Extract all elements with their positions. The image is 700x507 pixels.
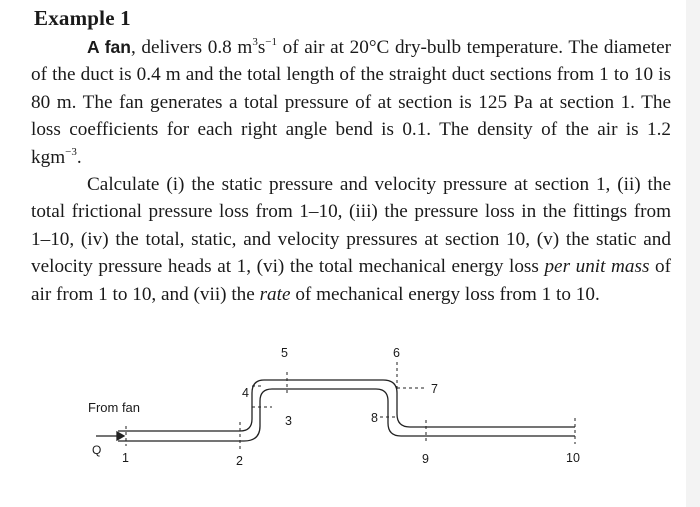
problem-paragraph-2: Calculate (i) the static pressure and velocity pressure at section 1, (ii) the total frictional pressure loss from 1–10, (iii) the pressure loss in the fittings from 1–10, (iv) the total, static, and velocity pressures at section 10, (v) the static and velocity pressure heads at 1, (vi) the total mechanical energy loss per unit mass of air from 1 to 10, and (vii) the rate of mechanical energy loss from 1 to 10.: [31, 174, 672, 305]
problem-text: [31, 34, 671, 308]
problem-paragraph-1: A fan, delivers 0.8 $m^3s^{-1}$ of air at 20°C dry-bulb temperature. The diameter of the duct is 0.4 m and the total length of the straight duct sections from 1 to 10 is 80 m. The fan generates a total pressure of at section is 125 Pa at section 1. The loss coefficients for each right angle bend is 0.1. The density of the air is 1.2 kgm$^{-3}$.: [31, 36, 671, 168]
duct-outline: [118, 380, 575, 441]
section-label-6: 6: [393, 346, 400, 360]
section-label-4: 4: [242, 386, 249, 400]
from-fan-label: From fan: [88, 400, 141, 415]
duct-wall-upper: [118, 380, 575, 431]
section-label-1: 1: [122, 451, 129, 465]
section-label-9: 9: [422, 452, 429, 466]
duct-wall-lower: [118, 389, 575, 441]
section-label-7: 7: [431, 382, 438, 396]
section-label-2: 2: [236, 454, 243, 468]
example-title: Example 1: [34, 6, 131, 30]
section-label-10: 10: [566, 451, 580, 465]
diagram-labels: [88, 346, 580, 468]
section-markers: [126, 362, 575, 452]
section-label-5: 5: [281, 346, 288, 360]
flow-label: Q: [92, 443, 102, 457]
section-label-3: 3: [285, 414, 292, 428]
problem-lead: A fan: [87, 37, 131, 57]
flow-arrow: [96, 432, 124, 440]
duct-diagram: [0, 340, 700, 507]
section-label-8: 8: [371, 411, 378, 425]
